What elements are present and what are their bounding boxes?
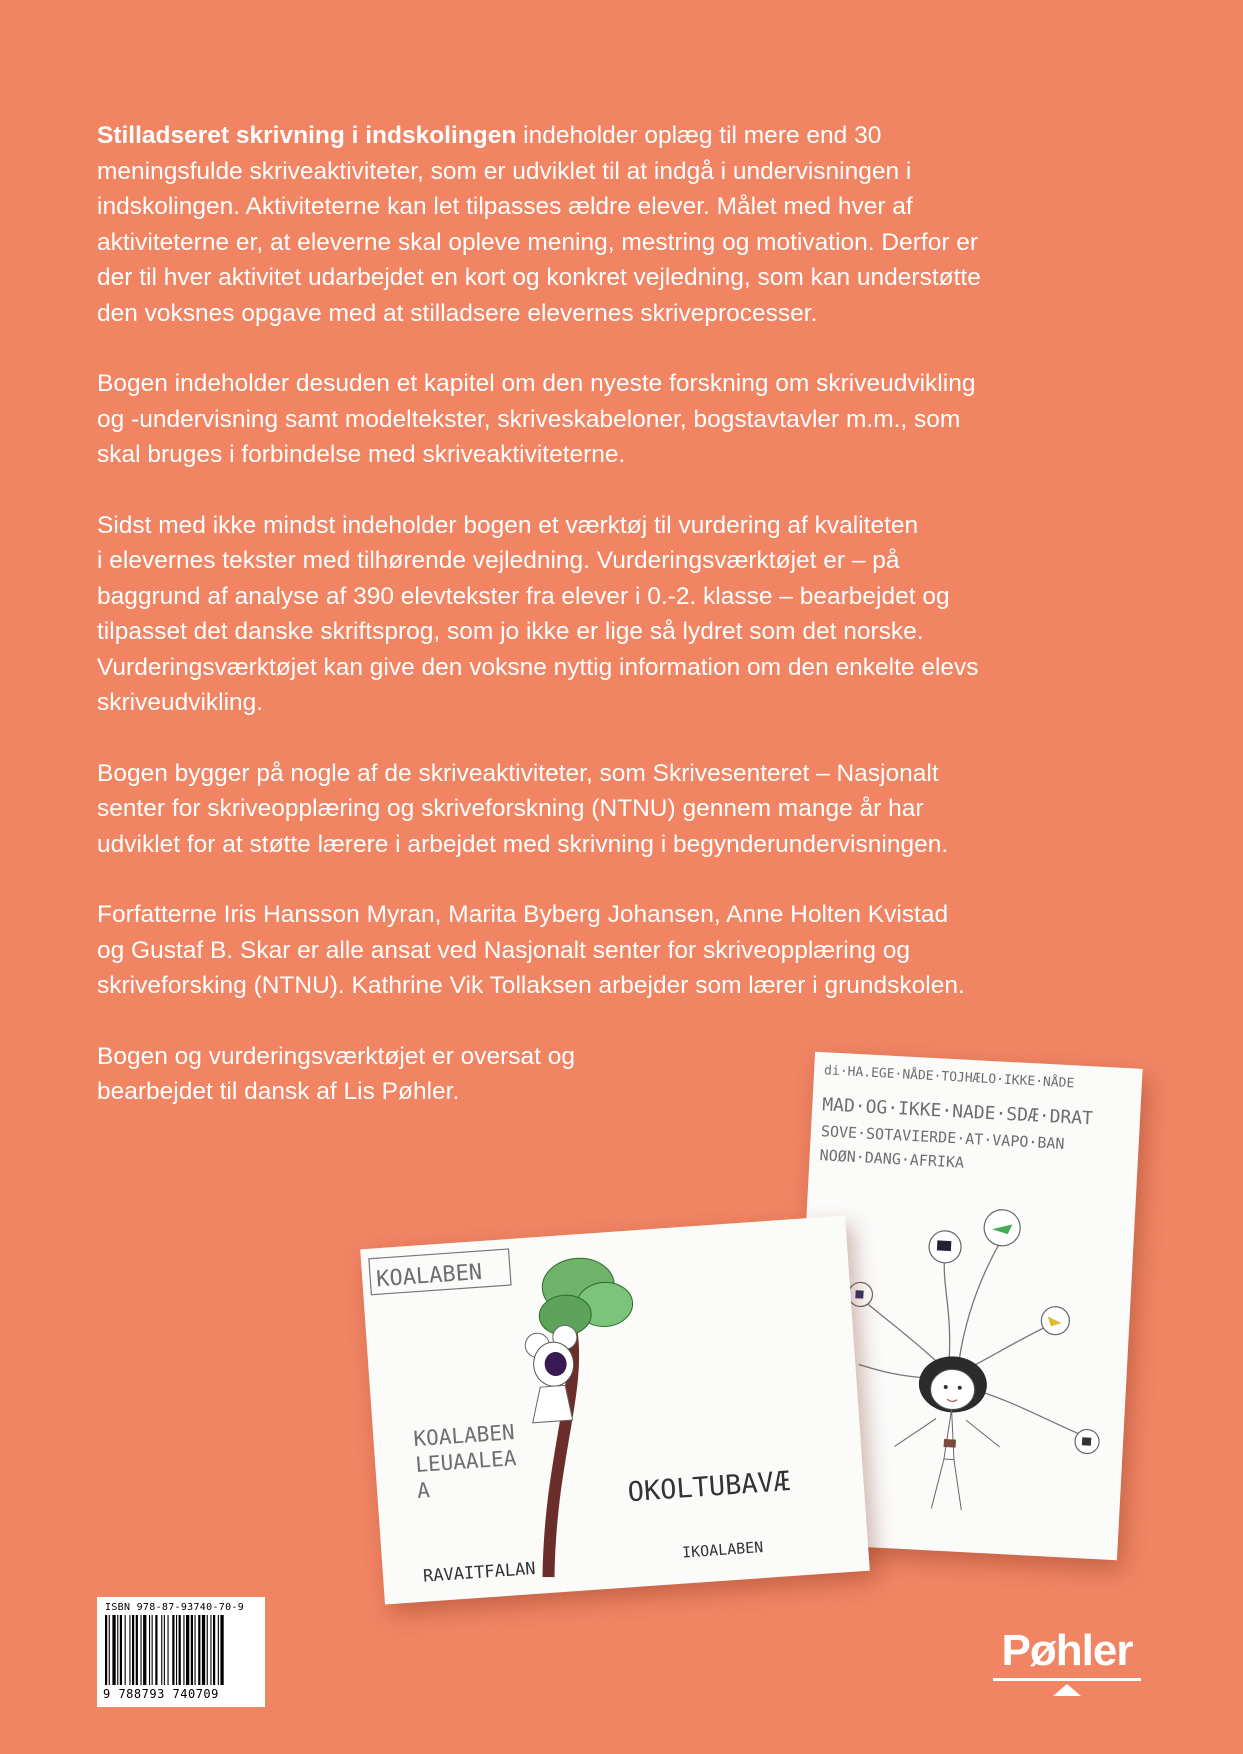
handwritten-line-2: MAD·OG·IKKE·NADE·SDÆ·DRAT [821,1094,1094,1130]
isbn-barcode [97,1597,265,1707]
paragraph-authors: Forfatterne Iris Hansson Myran, Marita Byberg Johansen, Anne Holten Kvistad og Gustaf B. Skar er alle ansat ved Nasjonalt senter for skriveopplæring og skriveforsking (NTNU). Kathrine Vik Tollaksen arbejder som lærer i grundskolen. [97,901,965,999]
paragraph-intro: Stilladseret skrivning i indskolingen indeholder oplæg til mere end 30 meningsfulde skriveaktiviteter, som er udviklet til at indgå i undervisningen i indskolingen. Aktiviteterne kan let tilpasses ældre elever. Målet med hver af aktiviteterne er, at eleverne skal opleve mening, mestring og motivation. Derfor er der til hver aktivitet udarbejdet en kort og konkret vejledning, som kan understøtte den voksnes opgave med at stilladsere elevernes skriveprocesser. [97,122,981,327]
publisher-logo-triangle-icon [1053,1684,1081,1696]
barcode-digits: 9 788793 740709 [103,1687,219,1701]
handwritten-koala-line-3: A [416,1478,431,1503]
handwritten-koala-bottom-right: IKOALABEN [681,1538,764,1562]
child-drawing-koala [360,1215,870,1604]
handwritten-line-4: NOØN·DANG·AFRIKA [819,1146,965,1172]
paragraph-translation: Bogen og vurderingsværktøjet er oversat og bearbejdet til dansk af Lis Pøhler. [97,1042,575,1105]
isbn-label: ISBN 978-87-93740-70-9 [105,1602,245,1613]
paragraph-research: Bogen indeholder desuden et kapitel om den nyeste forskning om skriveudvikling og -undervisning samt modeltekster, skriveskabeloner, bogstavtavler m.m., som skal bruges i forbindelse med skriveaktiviteterne. [97,370,976,468]
book-title-bold: Stilladseret skrivning i indskolingen [97,122,517,149]
publisher-logo-rule [993,1678,1141,1681]
paragraph-assessment: Sidst med ikke mindst indeholder bogen et værktøj til vurdering af kvaliteten i elevernes tekster med tilhørende vejledning. Vurderingsværktøjet er – på baggrund af analyse af 390 elevtekster fra elever i 0.-2. klasse – bearbejdet og tilpasset det danske skriftsprog, som jo ikke er lige så lydret som det norske. Vurderingsværktøjet kan give den voksne nyttig information om den enkelte elevs skriveudvikling. [97,511,979,716]
barcode-bars [105,1615,257,1687]
handwritten-koala-right: OKOLTUBAVÆ [626,1466,792,1509]
child-drawing-koala-art [360,1215,870,1604]
paragraph-origin: Bogen bygger på nogle af de skriveaktiviteter, som Skrivesenteret – Nasjonalt senter for skriveopplæring og skriveforskning (NTNU) gennem mange år har udviklet for at støtte lærere i arbejdet med skrivning i begynderundervisningen. [97,759,949,858]
handwritten-koala-line-1: KOALABEN [412,1420,516,1452]
handwritten-line-1: di·HA.EGE·NÅDE·TOJHÆLO·IKKE·NÅDE [823,1063,1075,1092]
handwritten-koala-line-2: LEUAALEA [414,1446,518,1478]
handwritten-koala-bottom-left: RAVAITFALAN [422,1558,537,1587]
thought-lines [856,1235,1096,1437]
publisher-logo [992,1628,1142,1696]
thought-bubbles [841,1202,1111,1454]
girl-figure [891,1354,1004,1512]
handwritten-line-3: SOVE·SOTAVIERDE·AT·VAPO·BAN [820,1122,1065,1153]
back-cover-text [97,118,1097,1145]
koala-title-handwritten: KOALABEN [375,1259,483,1293]
publisher-logo-text: Pøhler [1001,1626,1133,1675]
